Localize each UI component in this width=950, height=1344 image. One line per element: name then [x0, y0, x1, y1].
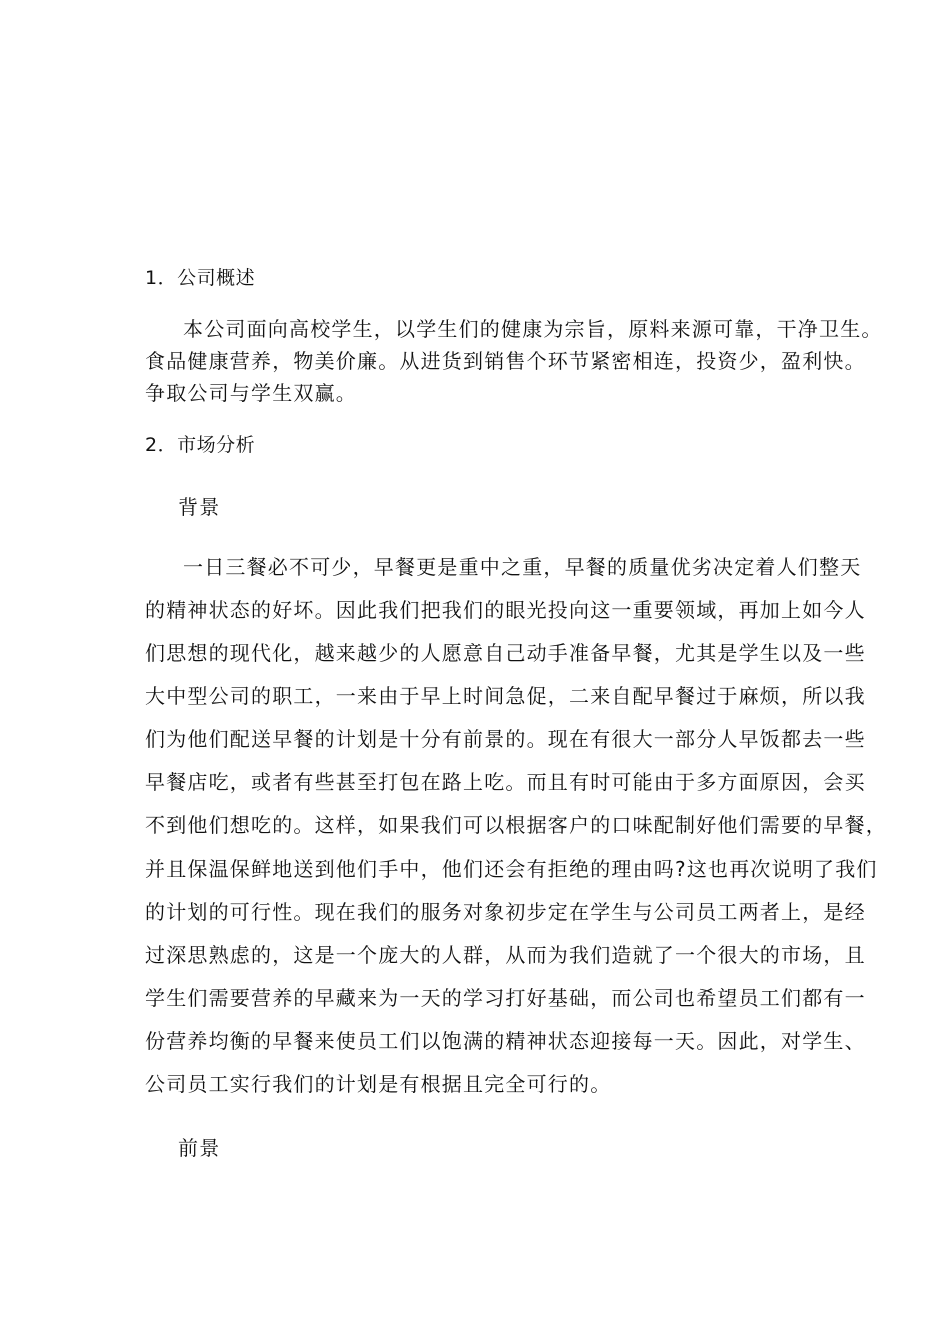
paragraph-line: 公司员工实行我们的计划是有根据且完全可行的。 [145, 1072, 612, 1096]
heading-market-analysis: 2．市场分析 [145, 434, 256, 456]
paragraph-line: 份营养均衡的早餐来使员工们以饱满的精神状态迎接每一天。因此，对学生、 [145, 1029, 866, 1053]
paragraph-line: 学生们需要营养的早藏来为一天的学习打好基础，而公司也希望员工们都有一 [145, 986, 866, 1010]
paragraph-line: 大中型公司的职工，一来由于早上时间急促，二来自配早餐过于麻烦，所以我 [145, 684, 866, 708]
heading-company-overview: 1．公司概述 [145, 267, 256, 289]
paragraph-line: 一日三餐必不可少，早餐更是重中之重，早餐的质量优劣决定着人们整天 [183, 555, 862, 579]
paragraph-line: 过深思熟虑的，这是一个庞大的人群，从而为我们造就了一个很大的市场，且 [145, 943, 866, 967]
paragraph-line: 不到他们想吃的。这样，如果我们可以根据客户的口味配制好他们需要的早餐， [145, 813, 887, 837]
paragraph-line: 争取公司与学生双赢。 [145, 381, 357, 405]
subheading-prospects: 前景 [178, 1136, 221, 1160]
paragraph-line: 并且保温保鲜地送到他们手中，他们还会有拒绝的理由吗?这也再次说明了我们 [145, 857, 878, 881]
paragraph-line: 的精神状态的好坏。因此我们把我们的眼光投向这一重要领域，再加上如今人 [145, 598, 866, 622]
paragraph-line: 们为他们配送早餐的计划是十分有前景的。现在有很大一部分人早饭都去一些 [145, 727, 866, 751]
subheading-background: 背景 [178, 495, 221, 519]
paragraph-line: 本公司面向高校学生，以学生们的健康为宗旨，原料来源可靠，干净卫生。 [183, 317, 883, 341]
paragraph-line: 的计划的可行性。现在我们的服务对象初步定在学生与公司员工两者上，是经 [145, 900, 866, 924]
paragraph-line: 早餐店吃，或者有些甚至打包在路上吃。而且有时可能由于多方面原因，会买 [145, 770, 866, 794]
paragraph-line: 食品健康营养，物美价廉。从进货到销售个环节紧密相连，投资少，盈利快。 [145, 349, 866, 373]
paragraph-line: 们思想的现代化，越来越少的人愿意自己动手准备早餐，尤其是学生以及一些 [145, 641, 866, 665]
